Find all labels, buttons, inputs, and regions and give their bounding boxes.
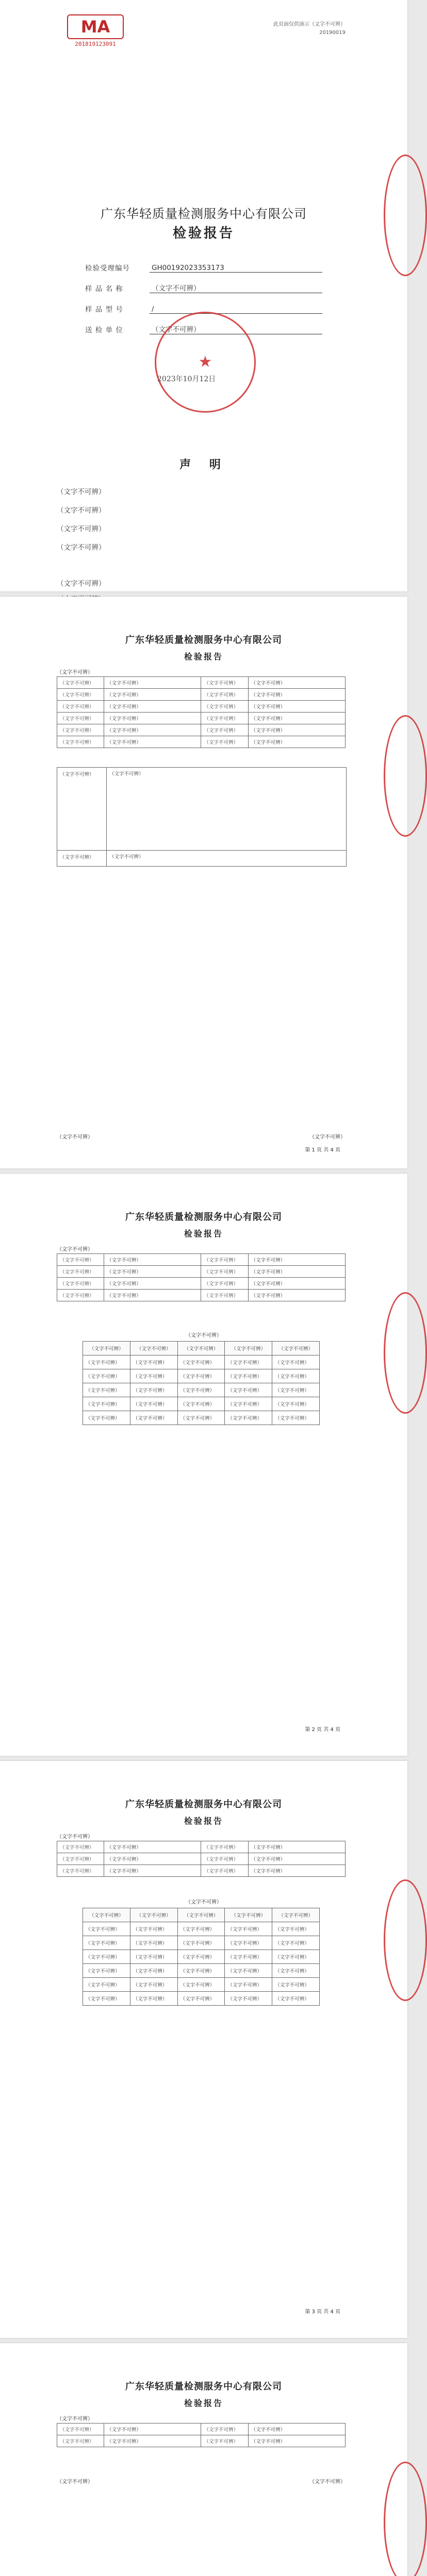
cell: （文字不可辨） — [83, 1397, 130, 1411]
field-label: 样 品 型 号 — [85, 306, 123, 314]
results-table — [83, 1908, 320, 2006]
cell: （文字不可辨） — [201, 1278, 248, 1290]
page-header — [0, 1210, 407, 1239]
cma-logo — [67, 14, 124, 47]
column-header: （文字不可辨） — [83, 1342, 130, 1355]
table-row — [57, 1865, 346, 1877]
cell: （文字不可辨） — [177, 1950, 225, 1964]
cell: （文字不可辨） — [130, 1936, 177, 1950]
cell: （文字不可辨） — [248, 701, 345, 713]
cell: （文字不可辨） — [104, 1853, 201, 1865]
signature-left: （文字不可辨） — [57, 2479, 93, 2485]
cell: （文字不可辨） — [248, 1290, 345, 1301]
table-row — [83, 1922, 320, 1936]
cell: （文字不可辨） — [57, 736, 104, 748]
contact-address: （文字不可辨） — [57, 580, 106, 588]
table-row — [57, 1278, 346, 1290]
column-header: （文字不可辨） — [130, 1342, 177, 1355]
cell: （文字不可辨） — [130, 1964, 177, 1978]
cell: （文字不可辨） — [83, 1411, 130, 1425]
cell: （文字不可辨） — [225, 1355, 272, 1369]
org-name: 广东华轻质量检测服务中心有限公司 — [125, 1799, 282, 1810]
report-number: （文字不可辨） — [57, 1247, 93, 1252]
cma-mark: MA — [67, 14, 124, 39]
cell: （文字不可辨） — [225, 1964, 272, 1978]
report-page-4 — [0, 2343, 407, 2576]
table-row — [57, 736, 346, 748]
cell: （文字不可辨） — [248, 1278, 345, 1290]
cell: （文字不可辨） — [201, 724, 248, 736]
signature-line — [57, 2477, 346, 2485]
cell: （文字不可辨） — [104, 1278, 201, 1290]
column-header: （文字不可辨） — [272, 1342, 320, 1355]
table-header-row — [83, 1908, 320, 1922]
field-value: / — [150, 305, 322, 314]
cell: （文字不可辨） — [248, 677, 345, 689]
cell: （文字不可辨） — [177, 1383, 225, 1397]
column-header: （文字不可辨） — [272, 1908, 320, 1922]
cell: （文字不可辨） — [177, 1936, 225, 1950]
cell: （文字不可辨） — [57, 724, 104, 736]
sample-info-table — [57, 676, 346, 748]
cell: （文字不可辨） — [57, 713, 104, 724]
page-header — [0, 633, 407, 662]
org-name: 广东华轻质量检测服务中心有限公司 — [101, 207, 307, 221]
cell: （文字不可辨） — [57, 1278, 104, 1290]
remark-text: （文字不可辨） — [109, 771, 144, 777]
cell: （文字不可辨） — [104, 736, 201, 748]
remark-label: （文字不可辨） — [57, 851, 107, 866]
cell: （文字不可辨） — [57, 1290, 104, 1301]
table-row — [57, 724, 346, 736]
report-title: 检验报告 — [184, 1816, 223, 1826]
table-row — [57, 2435, 346, 2447]
cell: （文字不可辨） — [57, 1254, 104, 1266]
cell: （文字不可辨） — [201, 1841, 248, 1853]
cell: （文字不可辨） — [83, 1355, 130, 1369]
cell: （文字不可辨） — [272, 1383, 320, 1397]
report-page-3 — [0, 1761, 407, 2338]
cell: （文字不可辨） — [83, 1992, 130, 2006]
cell: （文字不可辨） — [225, 1369, 272, 1383]
table-row — [83, 1397, 320, 1411]
page-number: 第 3 页 共 4 页 — [305, 2309, 340, 2315]
cell: （文字不可辨） — [104, 1266, 201, 1278]
report-page-cover — [0, 0, 407, 591]
sample-info-table — [57, 1253, 346, 1301]
column-header: （文字不可辨） — [225, 1342, 272, 1355]
seam-seal — [384, 715, 427, 837]
org-name: 广东华轻质量检测服务中心有限公司 — [125, 1212, 282, 1223]
cell: （文字不可辨） — [248, 689, 345, 701]
cell: （文字不可辨） — [130, 1355, 177, 1369]
cell: （文字不可辨） — [177, 1992, 225, 2006]
column-header: （文字不可辨） — [130, 1908, 177, 1922]
signature-line — [57, 1132, 346, 1140]
cell: （文字不可辨） — [57, 1841, 104, 1853]
page-header — [0, 1797, 407, 1826]
sample-info-table — [57, 1841, 346, 1877]
cell: （文字不可辨） — [272, 1355, 320, 1369]
cell: （文字不可辨） — [248, 1266, 345, 1278]
report-page-1 — [0, 597, 407, 1168]
cell: （文字不可辨） — [83, 1383, 130, 1397]
cell: （文字不可辨） — [272, 1978, 320, 1992]
cell: （文字不可辨） — [57, 1865, 104, 1877]
cell: （文字不可辨） — [225, 1383, 272, 1397]
cell: （文字不可辨） — [201, 1266, 248, 1278]
cell: （文字不可辨） — [248, 2435, 345, 2447]
field-value: （文字不可辨） — [150, 324, 322, 334]
table-row — [83, 1964, 320, 1978]
table-header-row — [83, 1342, 320, 1355]
cell: （文字不可辨） — [104, 677, 201, 689]
cell: （文字不可辨） — [225, 1922, 272, 1936]
cell: （文字不可辨） — [83, 1922, 130, 1936]
column-header: （文字不可辨） — [177, 1342, 225, 1355]
cell: （文字不可辨） — [130, 1978, 177, 1992]
cell: （文字不可辨） — [130, 1950, 177, 1964]
cell: （文字不可辨） — [201, 1254, 248, 1266]
cell: （文字不可辨） — [104, 701, 201, 713]
cell: （文字不可辨） — [201, 1865, 248, 1877]
cell: （文字不可辨） — [57, 701, 104, 713]
field-value: GH00192023353173 — [150, 264, 322, 273]
official-seal — [155, 312, 256, 413]
cell: （文字不可辨） — [201, 2435, 248, 2447]
cell: （文字不可辨） — [201, 2424, 248, 2435]
signature-left: （文字不可辨） — [57, 1134, 93, 1140]
cell: （文字不可辨） — [248, 1841, 345, 1853]
table-row — [83, 1936, 320, 1950]
cma-cert-number: 201819123091 — [75, 41, 116, 47]
cell: （文字不可辨） — [272, 1950, 320, 1964]
page-number: 第 1 页 共 4 页 — [305, 1147, 340, 1153]
cell: （文字不可辨） — [57, 677, 104, 689]
cell: （文字不可辨） — [130, 1383, 177, 1397]
statement-item: （文字不可辨） — [57, 506, 106, 515]
signature-right: （文字不可辨） — [309, 2479, 346, 2485]
remark-label: （文字不可辨） — [57, 768, 107, 850]
cell: （文字不可辨） — [225, 1936, 272, 1950]
cell: （文字不可辨） — [248, 1853, 345, 1865]
remark-row — [57, 850, 346, 866]
field-value: （文字不可辨） — [150, 282, 322, 293]
remarks-block — [57, 767, 347, 867]
table-row — [57, 1254, 346, 1266]
field-label: 样 品 名 称 — [85, 285, 123, 293]
cell: （文字不可辨） — [177, 1411, 225, 1425]
cell: （文字不可辨） — [201, 1290, 248, 1301]
cell: （文字不可辨） — [225, 1992, 272, 2006]
cell: （文字不可辨） — [130, 1411, 177, 1425]
statement-item: （文字不可辨） — [57, 525, 106, 533]
column-header: （文字不可辨） — [225, 1908, 272, 1922]
cell: （文字不可辨） — [104, 1254, 201, 1266]
cell: （文字不可辨） — [201, 713, 248, 724]
cell: （文字不可辨） — [83, 1964, 130, 1978]
column-header: （文字不可辨） — [177, 1908, 225, 1922]
seam-seal — [384, 2462, 427, 2576]
cell: （文字不可辨） — [201, 677, 248, 689]
cell: （文字不可辨） — [104, 1841, 201, 1853]
table-row — [83, 1978, 320, 1992]
cell: （文字不可辨） — [225, 1397, 272, 1411]
cell: （文字不可辨） — [104, 713, 201, 724]
seal-star-icon: ★ — [198, 353, 212, 371]
field-label: 送 检 单 位 — [85, 326, 123, 334]
org-name: 广东华轻质量检测服务中心有限公司 — [125, 2381, 282, 2392]
table-row — [57, 1266, 346, 1278]
seam-seal — [384, 1879, 427, 2001]
top-note-line: 此页面仅供演示（文字不可辨） — [273, 22, 346, 27]
table-row — [83, 1411, 320, 1425]
table-row — [57, 1841, 346, 1853]
top-note — [273, 21, 346, 37]
page-header — [0, 2379, 407, 2409]
cell: （文字不可辨） — [201, 689, 248, 701]
cell: （文字不可辨） — [225, 1950, 272, 1964]
cell: （文字不可辨） — [57, 1266, 104, 1278]
cell: （文字不可辨） — [130, 1369, 177, 1383]
cell: （文字不可辨） — [201, 1853, 248, 1865]
cell: （文字不可辨） — [83, 1950, 130, 1964]
report-title: 检验报告 — [184, 1229, 223, 1239]
cell: （文字不可辨） — [57, 2435, 104, 2447]
report-number: （文字不可辨） — [57, 2416, 93, 2422]
table-row — [57, 1853, 346, 1865]
statement-heading: 声 明 — [179, 458, 228, 471]
cell: （文字不可辨） — [83, 1369, 130, 1383]
table-row — [57, 677, 346, 689]
report-number: （文字不可辨） — [57, 670, 93, 675]
cell: （文字不可辨） — [130, 1992, 177, 2006]
signature-right: （文字不可辨） — [309, 1134, 346, 1140]
top-note-line: 20190019 — [319, 30, 346, 36]
cell: （文字不可辨） — [177, 1355, 225, 1369]
cell: （文字不可辨） — [177, 1978, 225, 1992]
cell: （文字不可辨） — [104, 724, 201, 736]
cell: （文字不可辨） — [83, 1936, 130, 1950]
cover-date: 2023年10月12日 — [157, 375, 216, 383]
cell: （文字不可辨） — [177, 1397, 225, 1411]
cell: （文字不可辨） — [104, 689, 201, 701]
table-row — [57, 1290, 346, 1301]
cell: （文字不可辨） — [201, 701, 248, 713]
report-number: （文字不可辨） — [57, 1834, 93, 1840]
results-table — [83, 1341, 320, 1425]
table-row — [83, 1369, 320, 1383]
table-row — [57, 701, 346, 713]
cell: （文字不可辨） — [104, 2435, 201, 2447]
sample-info-table — [57, 2423, 346, 2447]
cell: （文字不可辨） — [104, 2424, 201, 2435]
cell: （文字不可辨） — [177, 1964, 225, 1978]
cell: （文字不可辨） — [248, 1865, 345, 1877]
cell: （文字不可辨） — [272, 1936, 320, 1950]
page-number: 第 2 页 共 4 页 — [305, 1727, 340, 1733]
cover-field-row — [85, 260, 322, 273]
cell: （文字不可辨） — [225, 1978, 272, 1992]
cell: （文字不可辨） — [272, 1992, 320, 2006]
table-row — [83, 1992, 320, 2006]
cell: （文字不可辨） — [177, 1369, 225, 1383]
cell: （文字不可辨） — [272, 1397, 320, 1411]
cell: （文字不可辨） — [201, 736, 248, 748]
statement-item: （文字不可辨） — [57, 488, 106, 496]
cell: （文字不可辨） — [272, 1411, 320, 1425]
table-row — [57, 2424, 346, 2435]
cell: （文字不可辨） — [248, 724, 345, 736]
report-title: 检验报告 — [172, 226, 235, 241]
cell: （文字不可辨） — [248, 736, 345, 748]
cell: （文字不可辨） — [83, 1978, 130, 1992]
seam-seal — [384, 1292, 427, 1414]
remark-text: （文字不可辨） — [109, 854, 144, 860]
cell: （文字不可辨） — [104, 1865, 201, 1877]
cell: （文字不可辨） — [104, 1290, 201, 1301]
cell: （文字不可辨） — [130, 1397, 177, 1411]
cell: （文字不可辨） — [130, 1922, 177, 1936]
cell: （文字不可辨） — [272, 1369, 320, 1383]
cell: （文字不可辨） — [272, 1922, 320, 1936]
table-row — [57, 689, 346, 701]
table-row — [83, 1383, 320, 1397]
table-row — [57, 713, 346, 724]
seam-seal — [384, 155, 427, 276]
report-title: 检验报告 — [184, 652, 223, 662]
cover-field-row — [85, 281, 322, 293]
cell: （文字不可辨） — [57, 1853, 104, 1865]
results-title: （文字不可辨） — [186, 1333, 222, 1338]
cell: （文字不可辨） — [177, 1922, 225, 1936]
cell: （文字不可辨） — [248, 1254, 345, 1266]
cell: （文字不可辨） — [225, 1411, 272, 1425]
report-page-2 — [0, 1174, 407, 1756]
statement-list — [57, 484, 346, 558]
org-name: 广东华轻质量检测服务中心有限公司 — [125, 635, 282, 646]
cell: （文字不可辨） — [272, 1964, 320, 1978]
cell: （文字不可辨） — [248, 713, 345, 724]
column-header: （文字不可辨） — [83, 1908, 130, 1922]
cell: （文字不可辨） — [248, 2424, 345, 2435]
remark-row — [57, 767, 346, 850]
cell: （文字不可辨） — [57, 2424, 104, 2435]
results-title: （文字不可辨） — [186, 1900, 222, 1905]
table-row — [83, 1355, 320, 1369]
statement-item: （文字不可辨） — [57, 544, 106, 552]
cell: （文字不可辨） — [57, 689, 104, 701]
report-title: 检验报告 — [184, 2398, 223, 2408]
field-label: 检验受理编号 — [85, 264, 130, 273]
table-row — [83, 1950, 320, 1964]
